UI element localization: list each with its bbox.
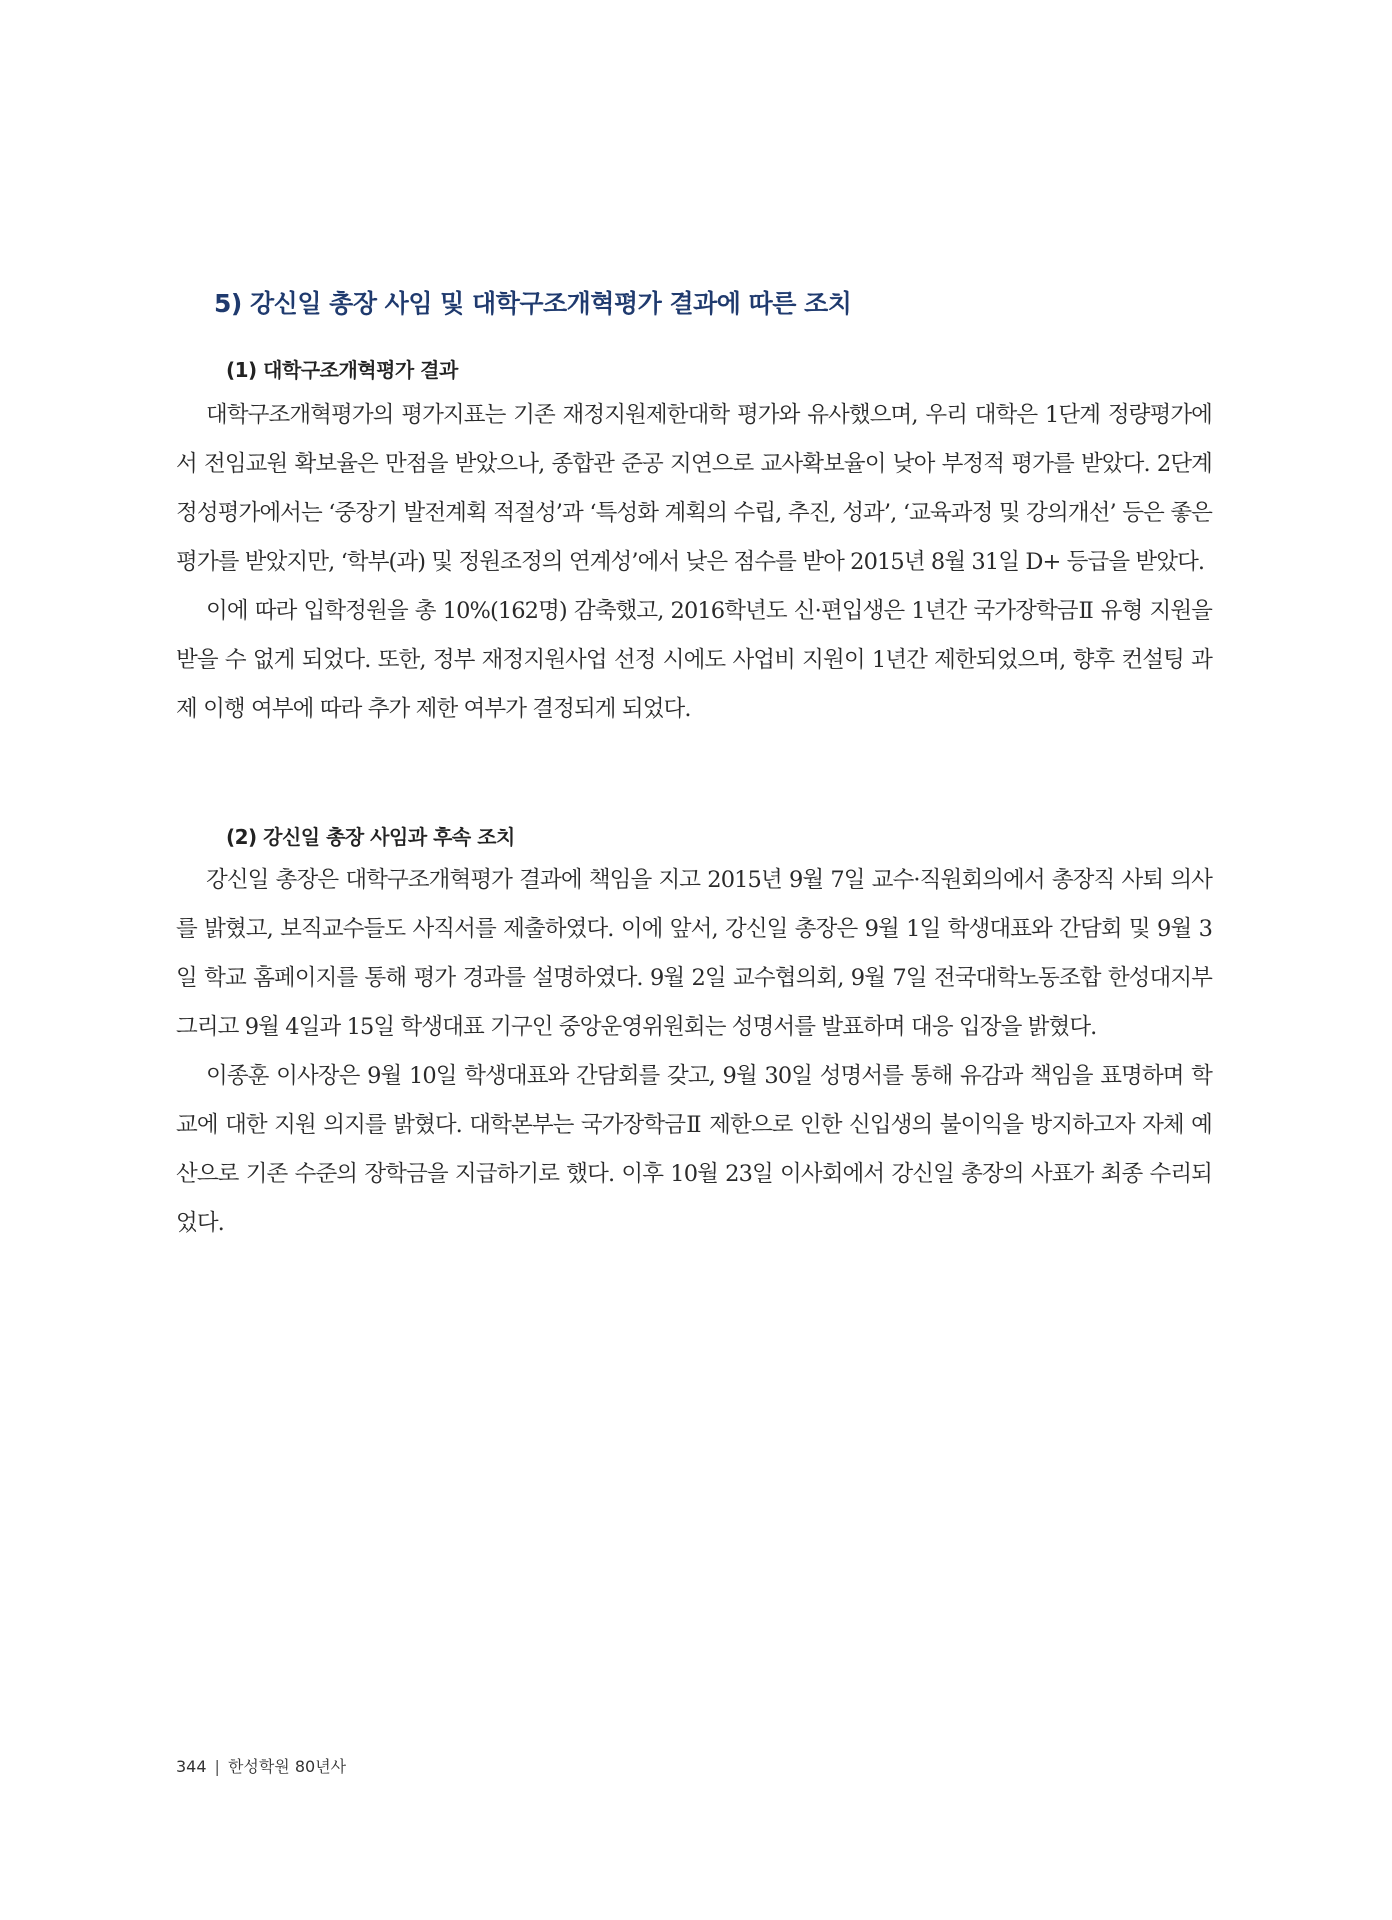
subsection-title-resignation: (2) 강신일 총장 사임과 후속 조치 (226, 825, 515, 849)
paragraph: 대학구조개혁평가의 평가지표는 기존 재정지원제한대학 평가와 유사했으며, 우리 대학은 1단계 정량평가에서 전임교원 확보율은 만점을 받았으나, 종합관 준공 지연으로 교사확보율이 낮아 부정적 평가를 받았다. 2단계 정성평가에서는 ‘중장기 발전계획 적절성’과 ‘특성화 계획의 수립, 추진, 성과’, ‘교육과정 및 강의개선’ 등은 좋은 평가를 받았지만, ‘학부(과) 및 정원조정의 연계성’에서 낮은 점수를 받아 2015년 8월 31일 D+ 등급을 받았다. (176, 402, 1212, 575)
subsection-title-evaluation-results: (1) 대학구조개혁평가 결과 (226, 358, 458, 382)
section-title: 5) 강신일 총장 사임 및 대학구조개혁평가 결과에 따른 조치 (214, 289, 852, 318)
book-title: 한성학원 80년사 (227, 1757, 347, 1776)
paragraph: 이에 따라 입학정원을 총 10%(162명) 감축했고, 2016학년도 신·편입생은 1년간 국가장학금Ⅱ 유형 지원을 받을 수 없게 되었다. 또한, 정부 재정지원사업 선정 시에도 사업비 지원이 1년간 제한되었으며, 향후 컨설팅 과제 이행 여부에 따라 추가 제한 여부가 결정되게 되었다. (176, 598, 1212, 722)
paragraph: 이종훈 이사장은 9월 10일 학생대표와 간담회를 갖고, 9월 30일 성명서를 통해 유감과 책임을 표명하며 학교에 대한 지원 의지를 밝혔다. 대학본부는 국가장학금Ⅱ 제한으로 인한 신입생의 불이익을 방지하고자 자체 예산으로 기존 수준의 장학금을 지급하기로 했다. 이후 10월 23일 이사회에서 강신일 총장의 사표가 최종 수리되었다. (176, 1063, 1212, 1236)
body-text-resignation (176, 856, 1212, 1248)
paragraph: 강신일 총장은 대학구조개혁평가 결과에 책임을 지고 2015년 9월 7일 교수·직원회의에서 총장직 사퇴 의사를 밝혔고, 보직교수들도 사직서를 제출하였다. 이에 앞서, 강신일 총장은 9월 1일 학생대표와 간담회 및 9월 3일 학교 홈페이지를 통해 평가 경과를 설명하였다. 9월 2일 교수협의회, 9월 7일 전국대학노동조합 한성대지부 그리고 9월 4일과 15일 학생대표 기구인 중앙운영위원회는 성명서를 발표하며 대응 입장을 밝혔다. (176, 867, 1212, 1040)
body-text-evaluation-results (176, 391, 1212, 734)
page-number: 344 (176, 1757, 207, 1776)
page-footer (176, 1754, 346, 1777)
footer-separator: | (214, 1757, 220, 1776)
